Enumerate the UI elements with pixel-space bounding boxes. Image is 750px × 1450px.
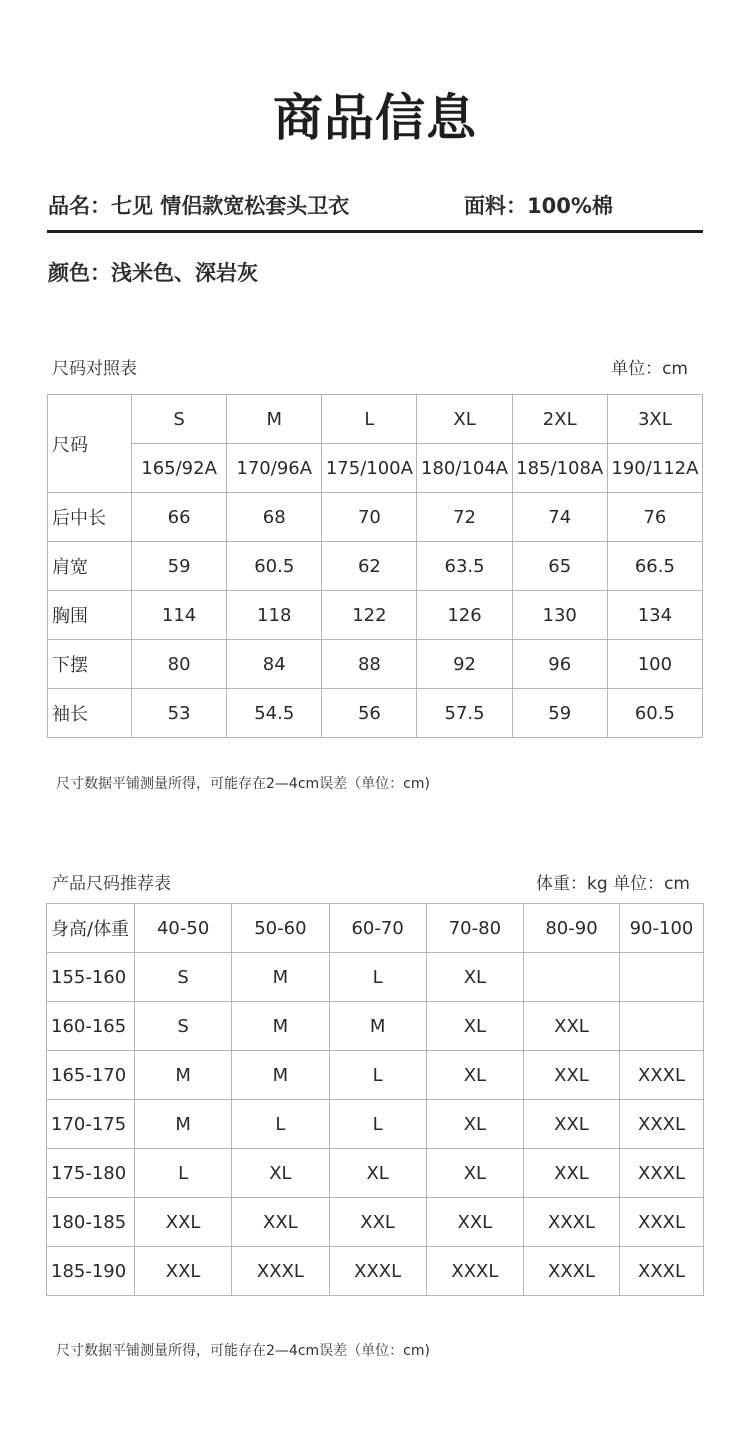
height-label: 155-160 <box>47 953 135 1002</box>
size-spec-cell: 190/112A <box>607 444 702 493</box>
recommend-cell: S <box>135 1002 232 1051</box>
size-header-cell: 3XL <box>607 395 702 444</box>
size-spec-row <box>48 444 703 493</box>
recommend-cell: XXXL <box>620 1149 704 1198</box>
table-row <box>47 1002 704 1051</box>
recommend-header-row <box>47 904 704 953</box>
table-row <box>48 542 703 591</box>
product-colors: 颜色：浅米色、深岩灰 <box>48 261 258 285</box>
size-spec-cell: 175/100A <box>322 444 417 493</box>
measurement-cell: 54.5 <box>227 689 322 738</box>
height-label: 170-175 <box>47 1100 135 1149</box>
recommend-cell: XXL <box>135 1198 232 1247</box>
recommend-cell: M <box>232 1051 329 1100</box>
recommend-chart-note: 尺寸数据平铺测量所得，可能存在2—4cm误差（单位：cm) <box>56 1343 430 1359</box>
measurement-cell: 66 <box>132 493 227 542</box>
measurement-cell: 60.5 <box>227 542 322 591</box>
recommend-cell: XXXL <box>524 1247 620 1296</box>
table-row <box>47 1051 704 1100</box>
recommend-cell: XXL <box>524 1149 620 1198</box>
table-row <box>48 689 703 738</box>
recommend-chart-table <box>46 903 704 1296</box>
size-header-cell: L <box>322 395 417 444</box>
recommend-cell: XL <box>426 1051 523 1100</box>
measurement-cell: 62 <box>322 542 417 591</box>
measurement-label: 袖长 <box>48 689 132 738</box>
recommend-cell: L <box>232 1100 329 1149</box>
measurement-label: 胸围 <box>48 591 132 640</box>
measurement-cell: 134 <box>607 591 702 640</box>
size-spec-cell: 165/92A <box>132 444 227 493</box>
table-row <box>47 953 704 1002</box>
measurement-cell: 76 <box>607 493 702 542</box>
size-spec-cell: 180/104A <box>417 444 512 493</box>
measurement-cell: 68 <box>227 493 322 542</box>
recommend-cell: XL <box>329 1149 426 1198</box>
measurement-label: 下摆 <box>48 640 132 689</box>
recommend-corner-cell: 身高/体重 <box>47 904 135 953</box>
recommend-cell: XXL <box>524 1002 620 1051</box>
recommend-cell <box>620 1002 704 1051</box>
recommend-cell: L <box>135 1149 232 1198</box>
measurement-cell: 118 <box>227 591 322 640</box>
measurement-cell: 53 <box>132 689 227 738</box>
measurement-cell: 59 <box>512 689 607 738</box>
measurement-cell: 66.5 <box>607 542 702 591</box>
recommend-cell: XXL <box>524 1100 620 1149</box>
recommend-cell: XL <box>426 1002 523 1051</box>
table-row <box>48 493 703 542</box>
recommend-cell: M <box>135 1051 232 1100</box>
height-label: 185-190 <box>47 1247 135 1296</box>
size-spec-cell: 170/96A <box>227 444 322 493</box>
measurement-cell: 88 <box>322 640 417 689</box>
recommend-cell: XXL <box>135 1247 232 1296</box>
recommend-cell: XXXL <box>620 1247 704 1296</box>
recommend-cell: L <box>329 1100 426 1149</box>
recommend-cell: S <box>135 953 232 1002</box>
measurement-cell: 122 <box>322 591 417 640</box>
recommend-cell: M <box>232 953 329 1002</box>
height-label: 160-165 <box>47 1002 135 1051</box>
measurement-cell: 59 <box>132 542 227 591</box>
product-name: 品名：七见 情侣款宽松套头卫衣 <box>48 194 350 218</box>
measurement-cell: 65 <box>512 542 607 591</box>
size-header-cell: 2XL <box>512 395 607 444</box>
size-chart-note: 尺寸数据平铺测量所得，可能存在2—4cm误差（单位：cm) <box>56 776 430 792</box>
product-fabric: 面料：100%棉 <box>464 194 613 218</box>
size-header-cell: M <box>227 395 322 444</box>
recommend-cell: XL <box>426 1149 523 1198</box>
measurement-cell: 56 <box>322 689 417 738</box>
recommend-cell: M <box>232 1002 329 1051</box>
height-label: 180-185 <box>47 1198 135 1247</box>
recommend-cell <box>620 953 704 1002</box>
recommend-cell: XXXL <box>329 1247 426 1296</box>
table-row <box>47 1100 704 1149</box>
measurement-cell: 130 <box>512 591 607 640</box>
recommend-chart-unit: 体重：kg 单位：cm <box>536 874 690 894</box>
recommend-cell: L <box>329 953 426 1002</box>
size-spec-cell: 185/108A <box>512 444 607 493</box>
recommend-cell: XXL <box>524 1051 620 1100</box>
recommend-cell: XXXL <box>524 1198 620 1247</box>
recommend-chart-caption: 产品尺码推荐表 <box>52 874 171 894</box>
measurement-cell: 96 <box>512 640 607 689</box>
weight-header-cell: 80-90 <box>524 904 620 953</box>
recommend-cell: XXXL <box>620 1198 704 1247</box>
measurement-cell: 57.5 <box>417 689 512 738</box>
measurement-cell: 70 <box>322 493 417 542</box>
size-chart-unit: 单位：cm <box>611 359 688 379</box>
weight-header-cell: 50-60 <box>232 904 329 953</box>
recommend-cell <box>524 953 620 1002</box>
page-title: 商品信息 <box>273 89 477 147</box>
height-label: 165-170 <box>47 1051 135 1100</box>
recommend-cell: XXL <box>329 1198 426 1247</box>
measurement-cell: 100 <box>607 640 702 689</box>
table-row <box>47 1198 704 1247</box>
measurement-cell: 92 <box>417 640 512 689</box>
recommend-cell: XXXL <box>232 1247 329 1296</box>
measurement-cell: 60.5 <box>607 689 702 738</box>
recommend-cell: XL <box>232 1149 329 1198</box>
size-header-cell: XL <box>417 395 512 444</box>
size-chart-table <box>47 394 703 738</box>
size-header-row <box>48 395 703 444</box>
table-row <box>47 1149 704 1198</box>
measurement-cell: 126 <box>417 591 512 640</box>
size-row-label: 尺码 <box>48 395 132 493</box>
measurement-cell: 72 <box>417 493 512 542</box>
recommend-cell: XL <box>426 1100 523 1149</box>
weight-header-cell: 70-80 <box>426 904 523 953</box>
size-header-cell: S <box>132 395 227 444</box>
measurement-cell: 74 <box>512 493 607 542</box>
recommend-cell: XXL <box>232 1198 329 1247</box>
recommend-cell: XXXL <box>620 1100 704 1149</box>
recommend-cell: M <box>329 1002 426 1051</box>
recommend-cell: M <box>135 1100 232 1149</box>
height-label: 175-180 <box>47 1149 135 1198</box>
table-row <box>47 1247 704 1296</box>
recommend-cell: XL <box>426 953 523 1002</box>
recommend-cell: XXXL <box>620 1051 704 1100</box>
weight-header-cell: 40-50 <box>135 904 232 953</box>
weight-header-cell: 90-100 <box>620 904 704 953</box>
measurement-cell: 63.5 <box>417 542 512 591</box>
divider <box>47 230 703 233</box>
table-row <box>48 591 703 640</box>
size-chart-caption: 尺码对照表 <box>52 359 137 379</box>
measurement-label: 后中长 <box>48 493 132 542</box>
measurement-cell: 80 <box>132 640 227 689</box>
recommend-cell: L <box>329 1051 426 1100</box>
measurement-cell: 114 <box>132 591 227 640</box>
recommend-cell: XXXL <box>426 1247 523 1296</box>
table-row <box>48 640 703 689</box>
recommend-cell: XXL <box>426 1198 523 1247</box>
weight-header-cell: 60-70 <box>329 904 426 953</box>
measurement-label: 肩宽 <box>48 542 132 591</box>
measurement-cell: 84 <box>227 640 322 689</box>
